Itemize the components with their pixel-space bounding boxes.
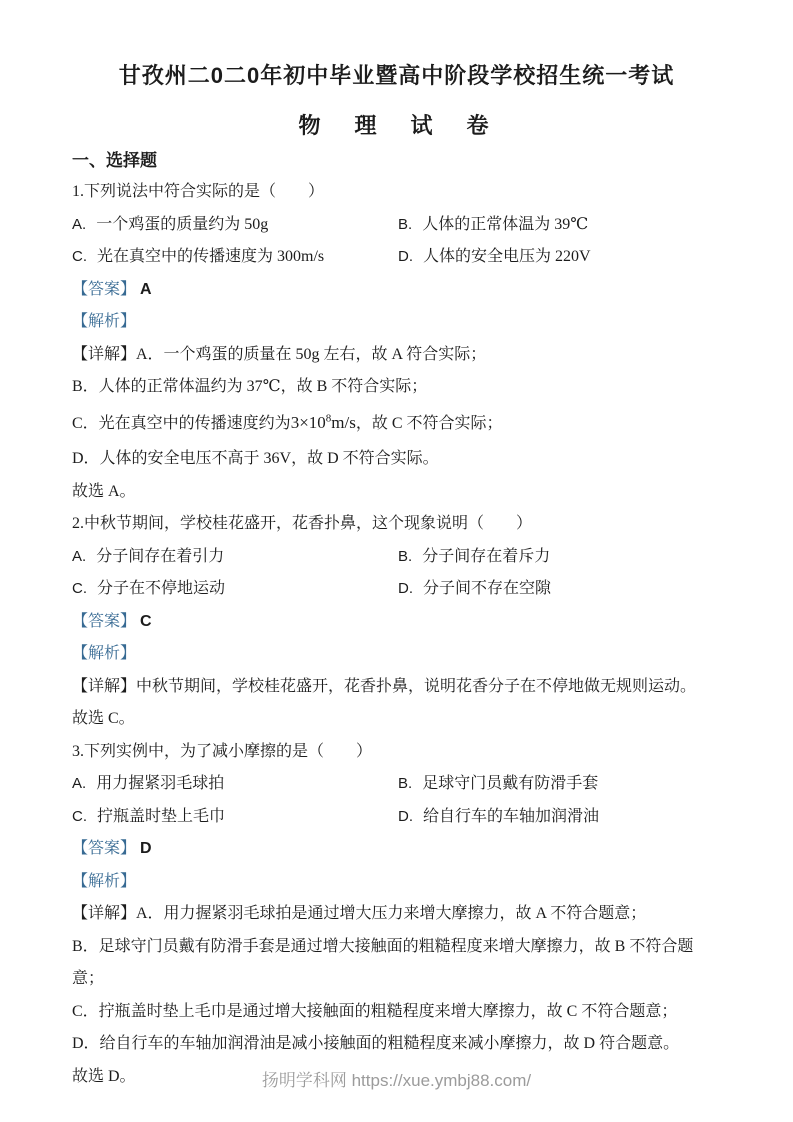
option-label: A. (72, 547, 87, 565)
question-2 (72, 508, 721, 736)
question-stem: 3.下列实例中，为了减小摩擦的是（ ） (72, 742, 373, 760)
answer-label: 【答案】 (72, 840, 137, 857)
analysis-label: 【解析】 (72, 872, 137, 890)
option-label: C. (72, 248, 87, 265)
analysis-label: 【解析】 (72, 645, 137, 662)
answer-line (72, 833, 721, 866)
option-text: 光在真空中的传播速度为 300m/s (97, 248, 325, 265)
answer-label: 【答案】 (72, 280, 137, 298)
detail-paragraph-formula (72, 404, 721, 444)
option-text: 分子在不停地运动 (97, 580, 226, 597)
conclusion-paragraph: 故选 A。 (72, 482, 136, 500)
answer-value: D (140, 840, 152, 857)
formula-tail: ，故 C 不符合实际； (355, 414, 503, 432)
answer-line (72, 606, 721, 639)
option-label: C. (72, 807, 87, 825)
option-text: 足球守门员戴有防滑手套 (422, 775, 599, 792)
detail-paragraph: 【详解】中秋节期间，学校桂花盛开，花香扑鼻，说明花香分子在不停地做无规则运动。 (72, 677, 697, 695)
options-grid (72, 209, 721, 274)
option-text: 用力握紧羽毛球拍 (96, 775, 225, 792)
option-item-d (398, 241, 721, 274)
option-label: C. (72, 580, 87, 597)
option-item-b (398, 768, 721, 801)
detail-paragraph: 【详解】A．用力握紧羽毛球拍是通过增大压力来增大摩擦力，故 A 不符合题意； (72, 905, 647, 922)
option-item-c (72, 241, 398, 274)
conclusion-paragraph: 故选 D。 (72, 1067, 136, 1085)
option-label: A. (72, 775, 87, 792)
options-grid (72, 541, 721, 606)
answer-label: 【答案】 (72, 612, 137, 630)
page-title: 甘孜州二0二0年初中毕业暨高中阶段学校招生统一考试 (118, 63, 675, 88)
option-label: D. (398, 807, 413, 825)
footer-watermark: 扬明学科网 https://xue.ymbj88.com/ (261, 1071, 532, 1090)
formula-exponent: 8 (325, 411, 332, 424)
detail-paragraph: 【详解】A．一个鸡蛋的质量在 50g 左右，故 A 符合实际； (72, 345, 487, 363)
answer-line (72, 274, 721, 307)
option-item-c (72, 573, 398, 606)
answer-value: C (140, 612, 152, 630)
option-label: B. (398, 775, 413, 792)
analysis-line (72, 866, 721, 899)
detail-paragraph: B．足球守门员戴有防滑手套是通过增大接触面的粗糙程度来增大摩擦力，故 B 不符合题意； (72, 937, 694, 987)
option-text: 拧瓶盖时垫上毛巾 (97, 807, 226, 825)
analysis-label: 【解析】 (72, 313, 137, 330)
option-text: 分子间存在着斥力 (422, 547, 551, 565)
formula-base: 3×10 (290, 412, 326, 432)
option-text: 给自行车的车轴加润滑油 (423, 807, 600, 825)
option-label: D. (398, 580, 413, 597)
option-item-b (398, 541, 721, 574)
option-item-a (72, 541, 398, 574)
section-heading-choice: 一、选择题 (72, 151, 157, 170)
question-stem: 1.下列说法中符合实际的是（ ） (72, 183, 325, 200)
analysis-line (72, 306, 721, 339)
detail-paragraph: B．人体的正常体温约为 37℃，故 B 不符合实际； (72, 378, 428, 395)
answer-value: A (140, 280, 152, 298)
question-1 (72, 176, 721, 508)
option-text: 人体的安全电压为 220V (423, 248, 591, 265)
option-item-a (72, 209, 398, 242)
option-item-c (72, 801, 398, 834)
detail-paragraph: D．给自行车的车轴加润滑油是减小接触面的粗糙程度来减小摩擦力，故 D 符合题意。 (72, 1035, 680, 1052)
page-subtitle: 物 理 试 卷 (298, 113, 495, 138)
option-item-d (398, 573, 721, 606)
option-item-d (398, 801, 721, 834)
option-label: B. (398, 215, 413, 233)
analysis-line (72, 638, 721, 671)
formula-expression (291, 413, 356, 432)
options-grid (72, 768, 721, 833)
option-label: D. (398, 248, 413, 265)
option-label: A. (72, 215, 87, 233)
option-text: 人体的正常体温为 39℃ (422, 215, 589, 233)
option-text: 分子间存在着引力 (96, 547, 225, 565)
option-text: 一个鸡蛋的质量约为 50g (96, 215, 269, 233)
detail-paragraph: C．拧瓶盖时垫上毛巾是通过增大接触面的粗糙程度来增大摩擦力，故 C 不符合题意； (72, 1002, 678, 1020)
question-stem: 2.中秋节期间，学校桂花盛开，花香扑鼻，这个现象说明（ ） (72, 515, 533, 532)
option-text: 分子间不存在空隙 (423, 580, 552, 597)
detail-paragraph: D．人体的安全电压不高于 36V，故 D 不符合实际。 (72, 450, 439, 467)
question-3 (72, 736, 721, 1094)
option-item-b (398, 209, 721, 242)
conclusion-paragraph: 故选 C。 (72, 710, 135, 727)
option-item-a (72, 768, 398, 801)
formula-prefix: C．光在真空中的传播速度约为 (72, 414, 291, 432)
option-label: B. (398, 547, 413, 565)
formula-unit: m/s (331, 412, 356, 432)
